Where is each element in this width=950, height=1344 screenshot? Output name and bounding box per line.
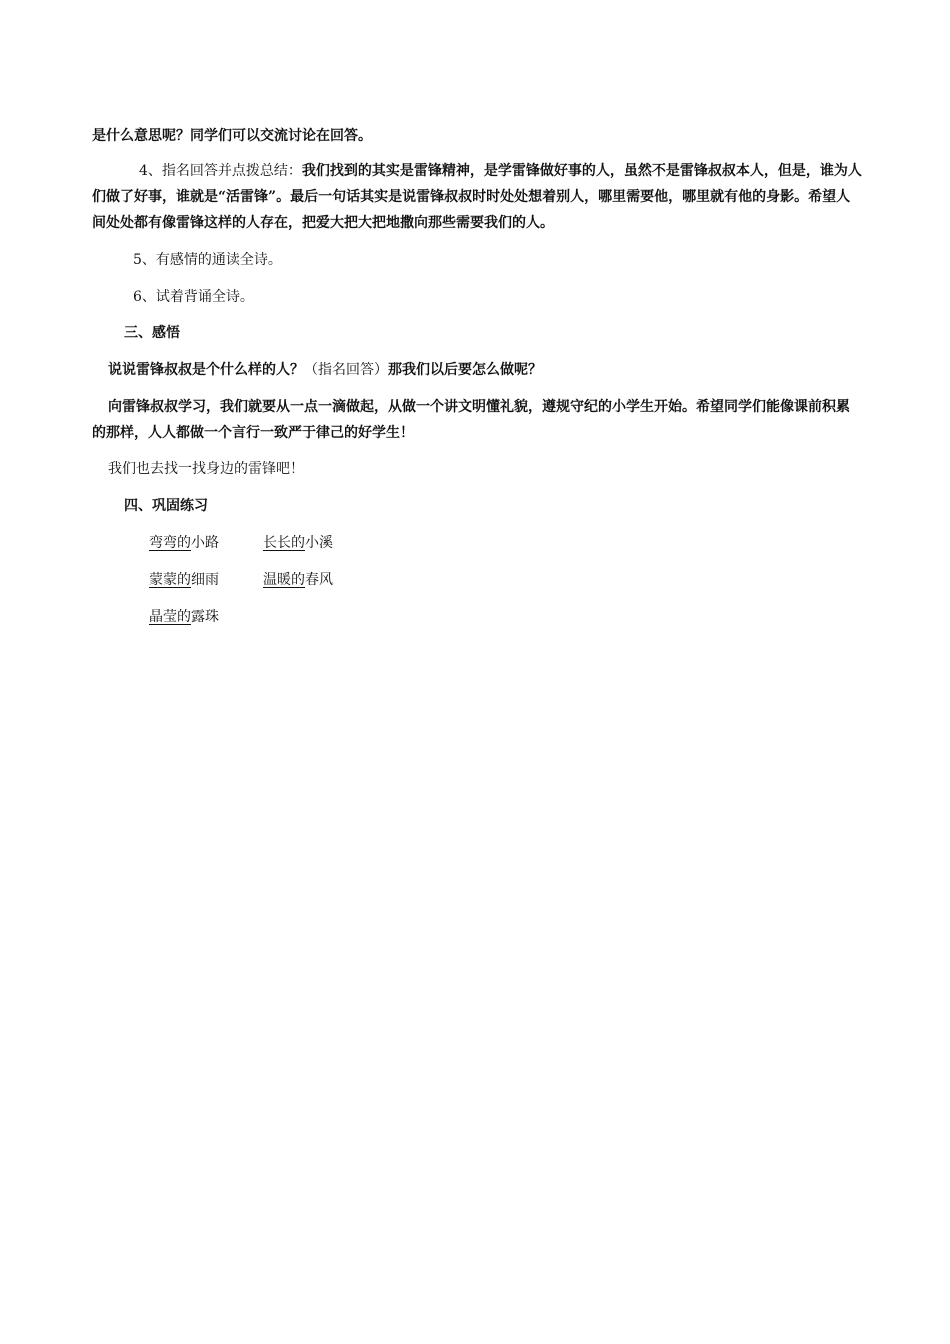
question-part-b: （指名回答）: [304, 362, 388, 378]
exercise-item-3: [149, 571, 219, 589]
exercise-underlined: 晶莹的: [149, 609, 191, 625]
paragraph-4: [92, 158, 862, 236]
exercise-text: 春风: [305, 572, 333, 588]
paragraph-5: 5、有感情的通读全诗。: [133, 252, 282, 268]
learn-paragraph: [92, 394, 862, 446]
paragraph-4-lead: 4、指名回答并点拨总结：: [139, 163, 302, 179]
exercise-item-5: [149, 608, 219, 626]
heading-4: 四、巩固练习: [124, 498, 208, 514]
exercise-item-2: [263, 534, 333, 552]
exercise-text: 细雨: [191, 572, 219, 588]
question-line: [108, 361, 542, 379]
question-part-c: 那我们以后要怎么做呢？: [388, 362, 542, 378]
learn-text: 向雷锋叔叔学习，我们就要从一点一滴做起，从做一个讲文明懂礼貌，遵规守纪的小学生开始。希望同学们能像课前积累的那样，人人都做一个言行一致严于律己的好学生！: [92, 399, 850, 441]
exercise-underlined: 长长的: [263, 535, 305, 551]
exercise-text: 小溪: [305, 535, 333, 551]
paragraph-6: 6、试着背诵全诗。: [133, 289, 254, 305]
heading-3: 三、感悟: [124, 325, 180, 341]
exercise-text: 小路: [191, 535, 219, 551]
exercise-text: 露珠: [191, 609, 219, 625]
exercise-underlined: 弯弯的: [149, 535, 191, 551]
question-part-a: 说说雷锋叔叔是个什么样的人？: [108, 362, 304, 378]
paragraph-4-body: 我们找到的其实是雷锋精神，是学雷锋做好事的人，虽然不是雷锋叔叔本人，但是，谁为人们做了好事，谁就是“活雷锋”。最后一句话其实是说雷锋叔叔时时处处想着别人，哪里需要他，哪里就有他的身影。希望人间处处都有像雷锋这样的人存在，把爱大把大把地撒向那些需要我们的人。: [92, 163, 862, 231]
exercise-underlined: 蒙蒙的: [149, 572, 191, 588]
text-line-1: 是什么意思呢？同学们可以交流讨论在回答。: [92, 128, 372, 144]
exercise-item-1: [149, 534, 219, 552]
find-line: 我们也去找一找身边的雷锋吧！: [108, 461, 304, 477]
exercise-underlined: 温暖的: [263, 572, 305, 588]
exercise-item-4: [263, 571, 333, 589]
